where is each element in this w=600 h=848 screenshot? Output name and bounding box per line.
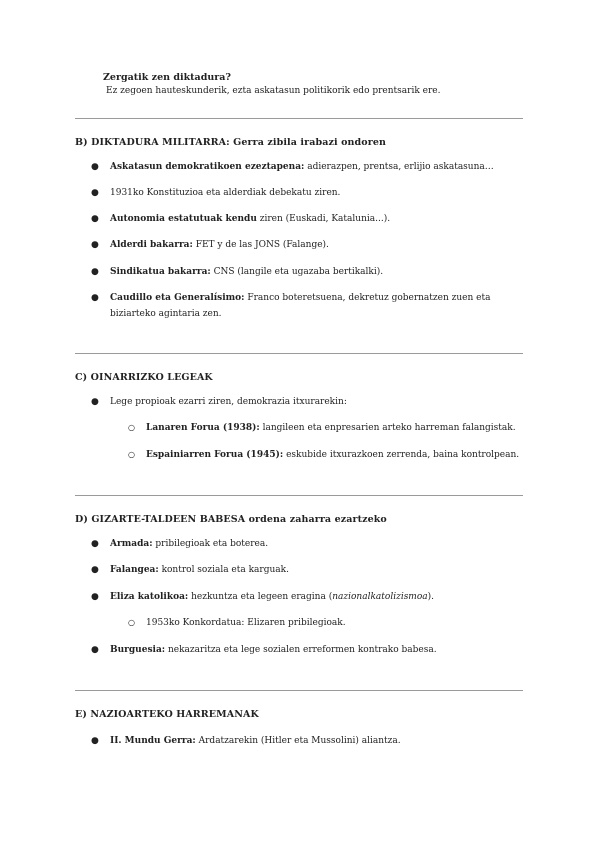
list-item-b-1: 1931ko Konstituzioa eta alderdiak debekatu ziren. <box>110 188 341 198</box>
bullet-circle-icon: ○ <box>128 450 135 459</box>
section-c-title: C) OINARRIZKO LEGEAK <box>75 372 213 383</box>
divider-2 <box>75 353 523 354</box>
list-item-b-5: Caudillo eta Generalísimo: Franco boteretsuena, dekretuz gobernatzen zuen eta biziarteko agintaria zen. <box>110 293 491 319</box>
list-item-d-0: Armada: pribilegioak eta boterea. <box>110 539 269 549</box>
bullet-dot-icon: ● <box>91 240 99 250</box>
list-item-d-1: Falangea: kontrol soziala eta karguak. <box>110 565 289 575</box>
bullet-dot-icon: ● <box>91 565 99 575</box>
divider-4 <box>75 690 523 691</box>
list-subitem-c-0: Lanaren Forua (1938): langileen eta enpresarien arteko harreman falangistak. <box>146 423 516 433</box>
bullet-dot-icon: ● <box>91 645 99 655</box>
list-item-c-0: Lege propioak ezarri ziren, demokrazia itxurarekin: <box>110 397 347 407</box>
list-item-b-2: Autonomia estatutuak kendu ziren (Euskadi, Katalunia...). <box>110 214 391 224</box>
list-subitem-c-1: Espainiarren Forua (1945): eskubide itxurazkoen zerrenda, baina kontrolpean. <box>146 450 520 460</box>
bullet-circle-icon: ○ <box>128 618 135 627</box>
divider-3 <box>75 495 523 496</box>
bullet-dot-icon: ● <box>91 592 99 602</box>
list-item-d-2: Eliza katolikoa: hezkuntza eta legeen eragina (nazionalkatolizismoa). <box>110 592 435 602</box>
list-item-e-0: II. Mundu Gerra: Ardatzarekin (Hitler eta Mussolini) aliantza. <box>110 736 401 746</box>
bullet-dot-icon: ● <box>91 267 99 277</box>
list-item-d-3: Burguesia: nekazaritza eta lege sozialen erreformen kontrako babesa. <box>110 645 437 655</box>
bullet-dot-icon: ● <box>91 162 99 172</box>
bullet-dot-icon: ● <box>91 539 99 549</box>
list-subitem-d-0: 1953ko Konkordatua: Elizaren pribilegioak. <box>146 618 346 628</box>
list-item-b-4: Sindikatua bakarra: CNS (langile eta ugazaba bertikalki). <box>110 267 384 277</box>
intro-answer: Ez zegoen hauteskunderik, ezta askatasun politikorik edo prentsarik ere. <box>106 86 441 96</box>
divider-1 <box>75 118 523 119</box>
intro-question: Zergatik zen diktadura? <box>103 72 231 83</box>
bullet-dot-icon: ● <box>91 397 99 407</box>
bullet-dot-icon: ● <box>91 188 99 198</box>
bullet-dot-icon: ● <box>91 293 99 303</box>
bullet-dot-icon: ● <box>91 214 99 224</box>
section-b-title: B) DIKTADURA MILITARRA: Gerra zibila irabazi ondoren <box>75 137 386 148</box>
list-item-b-3: Alderdi bakarra: FET y de las JONS (Falange). <box>110 240 329 250</box>
bullet-circle-icon: ○ <box>128 423 135 432</box>
section-d-title: D) GIZARTE-TALDEEN BABESA ordena zaharra ezartzeko <box>75 514 387 525</box>
section-e-title: E) NAZIOARTEKO HARREMANAK <box>75 709 259 720</box>
list-item-b-0: Askatasun demokratikoen ezeztapena: adierazpen, prentsa, erlijio askatasuna… <box>110 162 494 172</box>
bullet-dot-icon: ● <box>91 736 99 746</box>
